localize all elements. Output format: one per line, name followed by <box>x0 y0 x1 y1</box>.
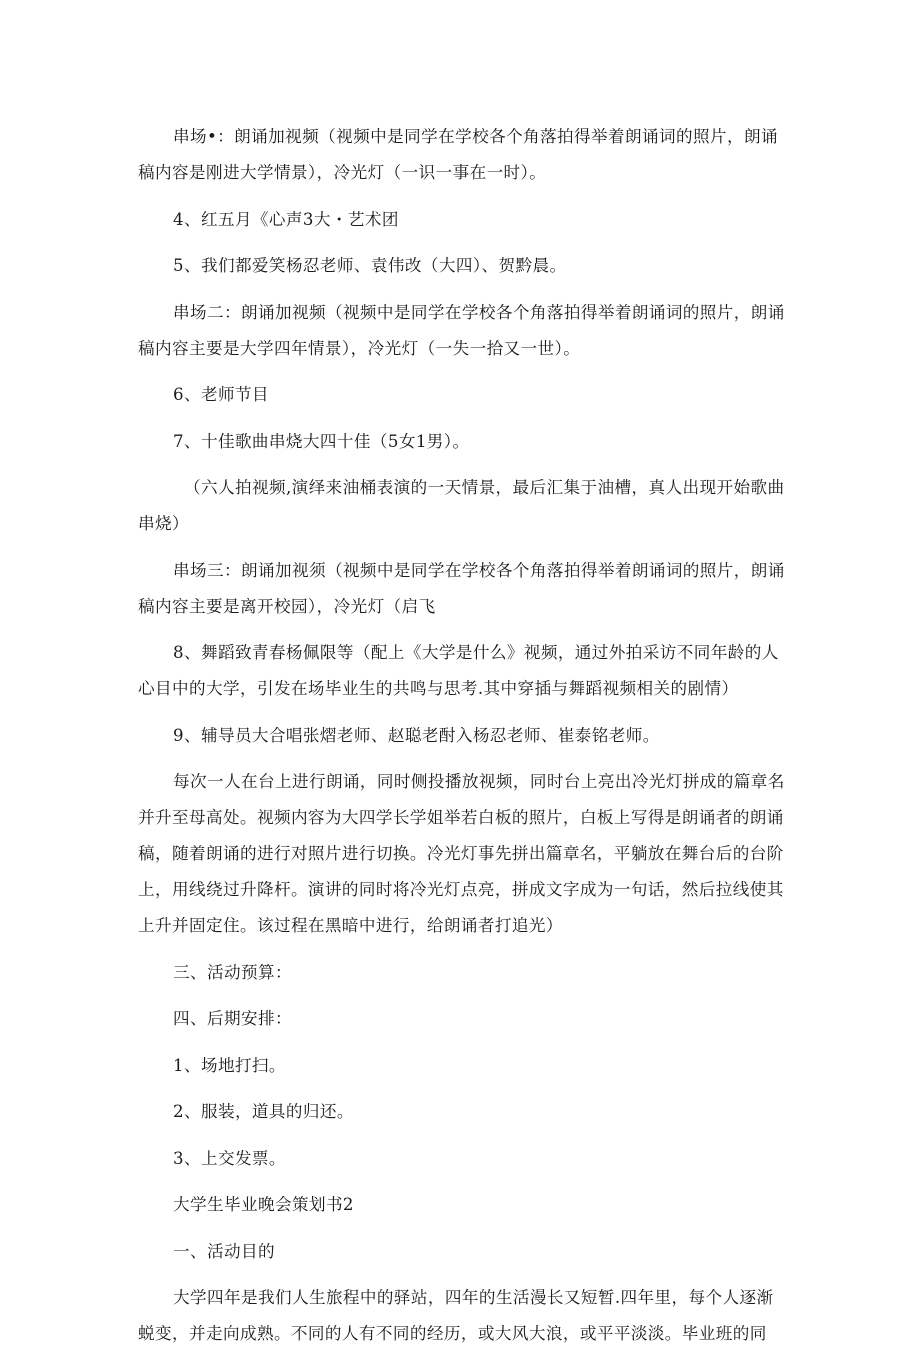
heading-budget: 三、活动预算： <box>173 962 292 982</box>
document-body <box>138 119 788 1363</box>
paragraph-item-6: 6、老师节目 <box>173 385 269 404</box>
paragraph-item-8: 8、舞蹈致青春杨佩限等（配上《大学是什么》视频，通过外拍采访不同年龄的人心目中的大学，引发在场毕业生的共鸣与思考.其中穿插与舞蹈视频相关的剧情） <box>138 643 779 698</box>
paragraph-item-7: 7、十佳歌曲串烧大四十佳（5女1男）。 <box>173 431 470 451</box>
list-item-return-props: 2、服装，道具的归还。 <box>173 1102 354 1121</box>
paragraph-item-4: 4、红五月《心声3大・艺术团 <box>173 209 399 229</box>
heading-post-arrangement: 四、后期安排： <box>173 1009 292 1028</box>
paragraph-recitation-description: 每次一人在台上进行朗诵，同时侧投播放视频，同时台上亮出冷光灯拼成的篇章名并升至母高处。视频内容为大四学长学姐举若白板的照片，白板上写得是朗诵者的朗诵稿，随着朗诵的进行对照片进行切换。冷光灯事先拼出篇章名，平躺放在舞台后的台阶上，用线绕过升降杆。演讲的同时将冷光灯点亮，拼成文字成为一句话，然后拉线使其上升并固定住。该过程在黑暗中进行，给朗诵者打追光） <box>138 772 785 935</box>
heading-activity-purpose: 一、活动目的 <box>173 1241 275 1261</box>
paragraph-interlude-1: 串场•：朗诵加视频（视频中是同学在学校各个角落拍得举着朗诵词的照片，朗诵稿内容是刚进大学情景），冷光灯（一识一事在一时）。 <box>138 127 778 182</box>
list-item-cleanup: 1、场地打扫。 <box>173 1055 286 1075</box>
list-item-submit-invoices: 3、上交发票。 <box>173 1148 286 1168</box>
paragraph-interlude-2: 串场二：朗诵加视频（视频中是同学在学校各个角落拍得举着朗诵词的照片，朗诵稿内容主要是大学四年情景），冷光灯（一失一拾又一世）。 <box>138 302 785 358</box>
paragraph-item-5: 5、我们都爱笑杨忍老师、袁伟改（大四）、贺黔晨。 <box>173 256 567 275</box>
paragraph-item-9: 9、辅导员大合唱张熠老师、赵聪老酎入杨忍老师、崔泰铭老师。 <box>173 725 660 745</box>
paragraph-interlude-3: 串场三：朗诵加视须（视频中是同学在学校各个角落拍得举着朗诵词的照片，朗诵稿内容主要是离开校园），冷光灯（启飞 <box>138 560 785 616</box>
paragraph-purpose-body: 大学四年是我们人生旅程中的驿站，四年的生活漫长又短暂.四年里，每个人逐渐蜕变，并走向成熟。不同的人有不同的经历，或大风大浪，或平平淡淡。毕业班的同 <box>138 1288 774 1343</box>
section-title-plan-2: 大学生毕业晚会策划书2 <box>173 1195 354 1214</box>
paragraph-item-7-note: （六人拍视频,演绎来油桶表演的一天情景，最后汇集于油槽，真人出现开始歌曲串烧） <box>138 478 785 533</box>
